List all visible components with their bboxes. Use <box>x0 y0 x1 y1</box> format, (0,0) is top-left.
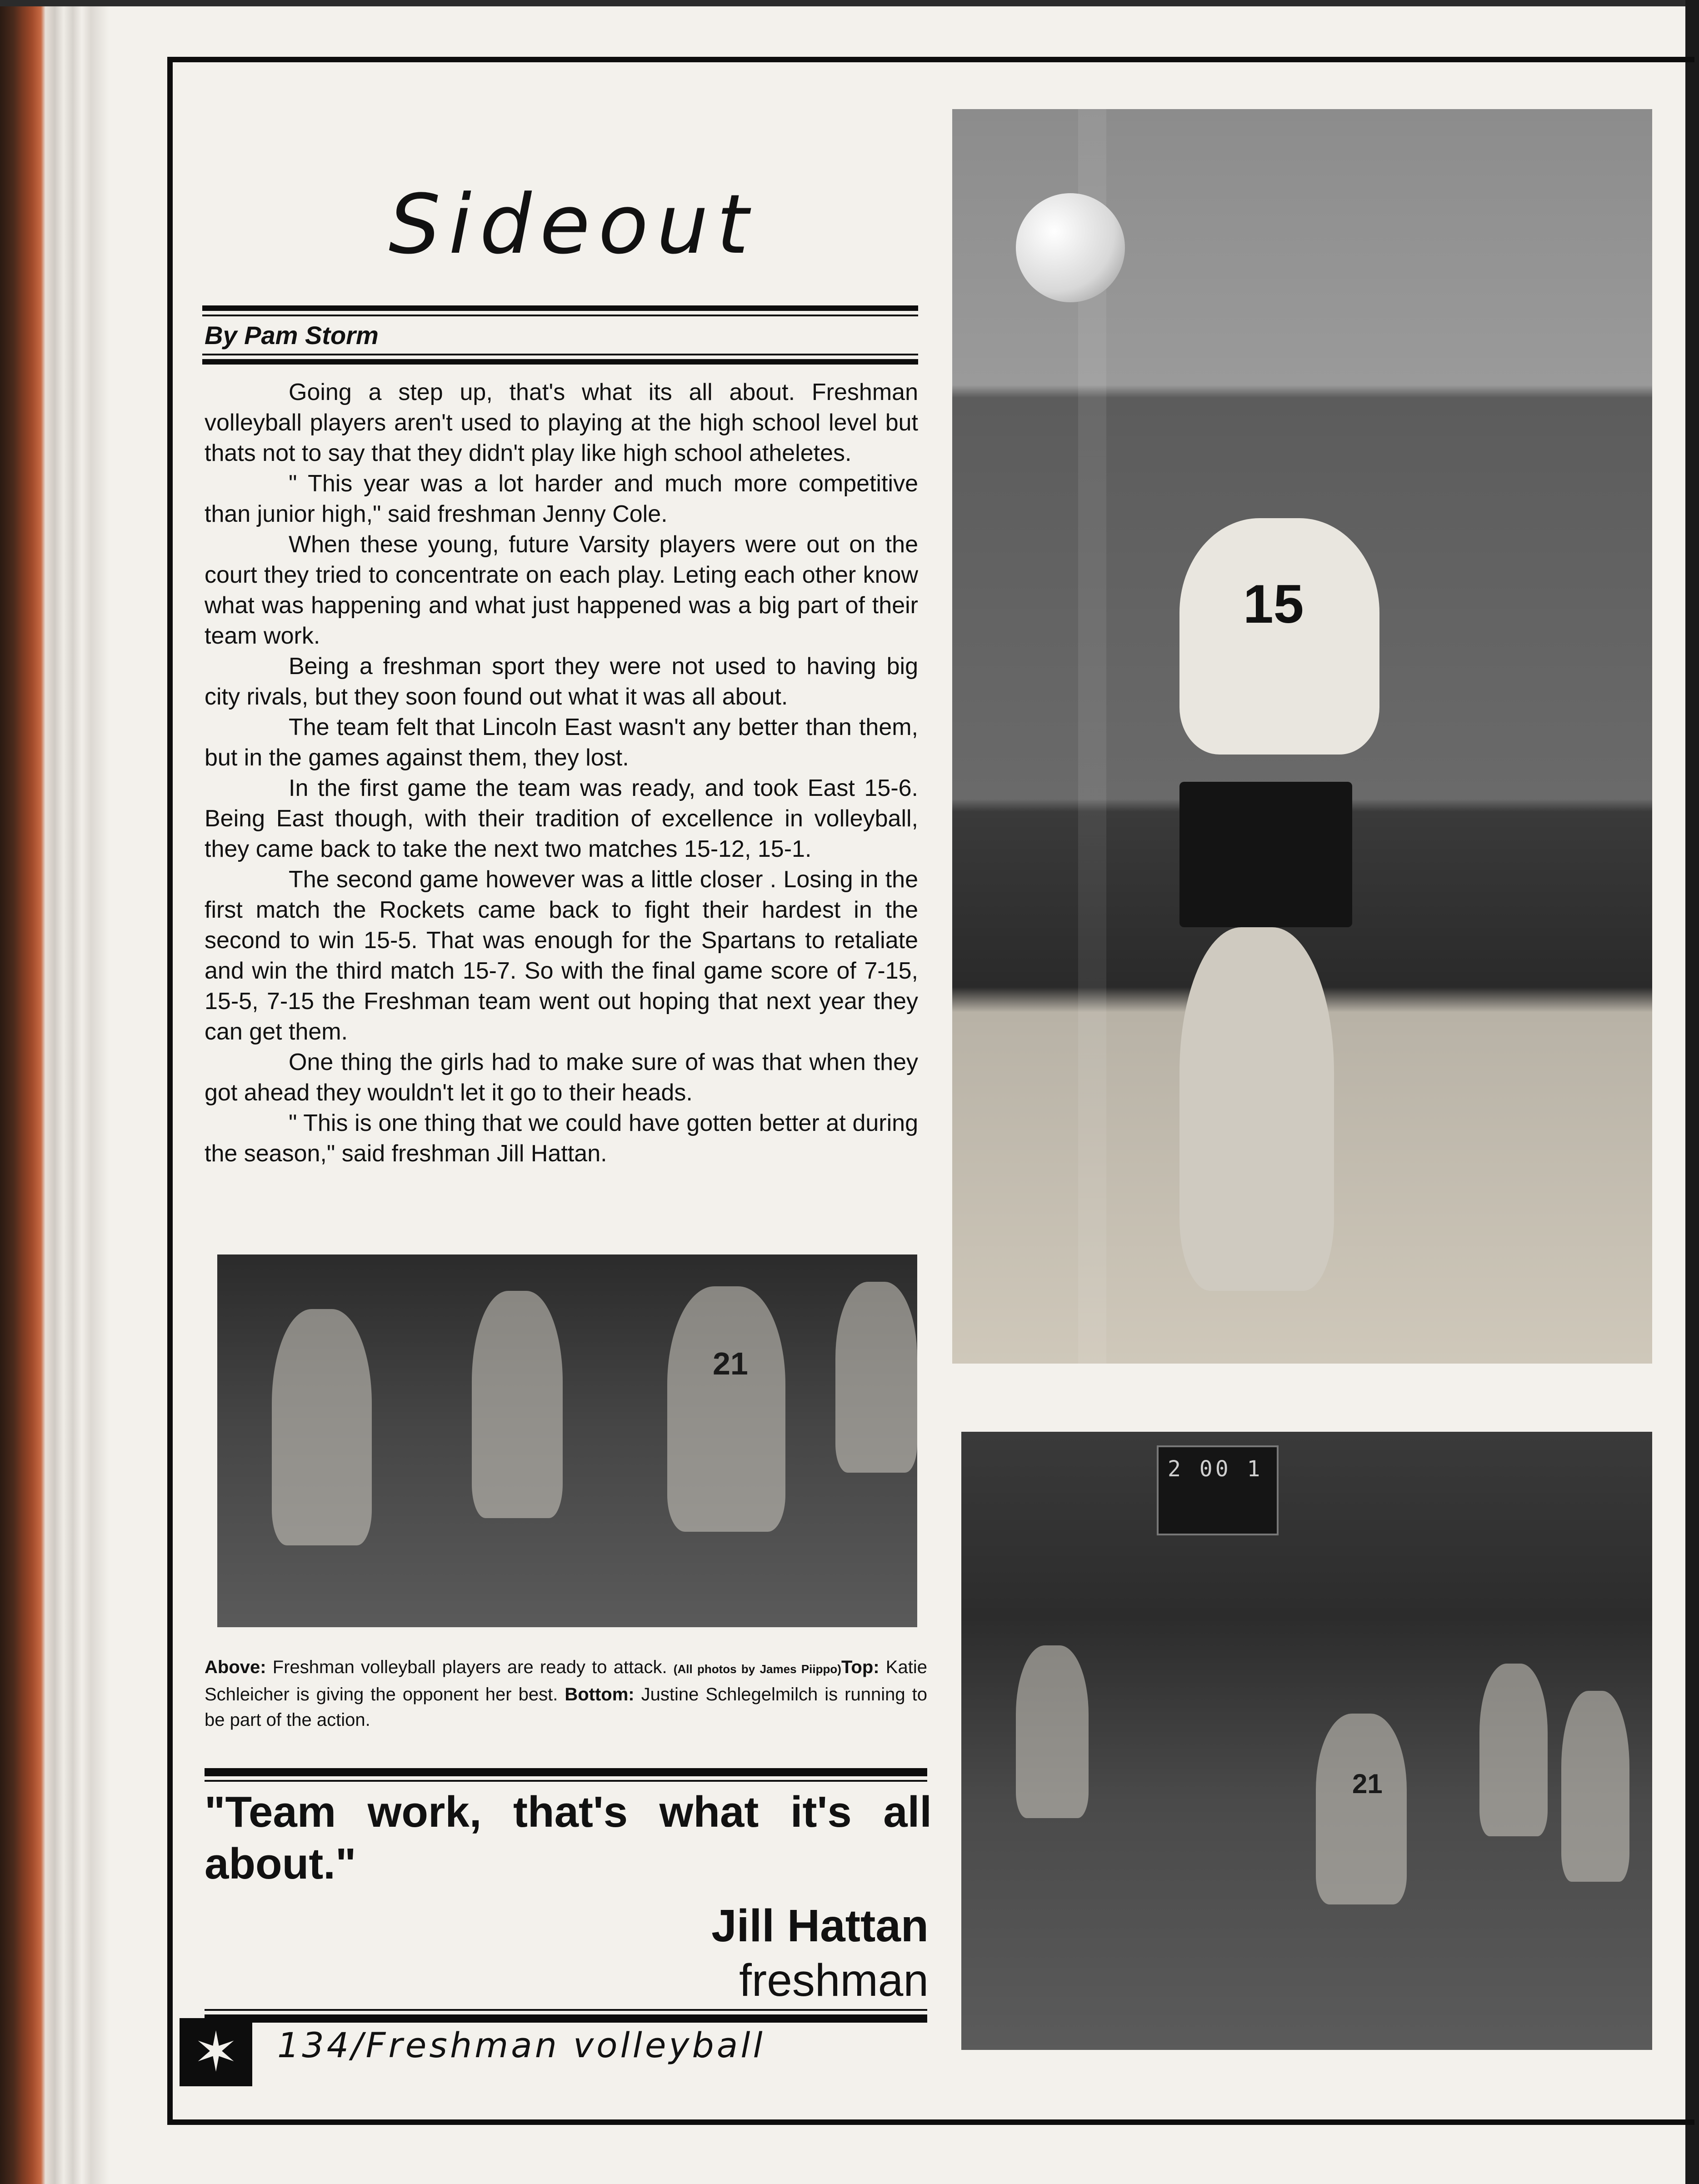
caption-label-above: Above: <box>205 1657 266 1677</box>
volleyball-graphic <box>1016 193 1125 302</box>
article-paragraph: One thing the girls had to make sure of was that when they got ahead they wouldn't let it go to their heads. <box>205 1049 918 1106</box>
player-figure <box>1016 1645 1089 1818</box>
caption-label-top: Top: <box>841 1657 879 1677</box>
scoreboard <box>1157 1445 1279 1535</box>
photo-above-team <box>217 1254 917 1627</box>
player-figure <box>472 1291 563 1518</box>
player-torso-graphic <box>1179 518 1379 755</box>
article-paragraph: " This is one thing that we could have gotten better at during the season," said freshman Jill Hattan. <box>205 1110 918 1167</box>
player-jersey-number: 21 <box>1352 1769 1383 1799</box>
player-shorts-graphic <box>1179 782 1352 927</box>
player-figure <box>667 1286 785 1532</box>
player-figure <box>1316 1714 1407 1904</box>
photo-bottom-action <box>961 1432 1652 2050</box>
caption-label-bottom: Bottom: <box>565 1684 635 1704</box>
byline-rule-thick <box>202 359 918 365</box>
player-legs-graphic <box>1179 927 1334 1291</box>
page-top-edge <box>0 0 1699 6</box>
article-paragraph: Going a step up, that's what its all about. Freshman volleyball players aren't used to playing at the high school level but thats not to say that they didn't play like high school atheletes. <box>205 379 918 466</box>
photo-credit: (All photos by James Piippo) <box>673 1662 841 1676</box>
player-jersey-number: 15 <box>1243 574 1304 635</box>
player-figure <box>1479 1664 1548 1836</box>
pull-quote-name: Jill Hattan <box>711 1900 929 1951</box>
quote-rule-top-thin <box>205 1780 927 1782</box>
photo-top-server <box>952 109 1652 1364</box>
caption-text-above: Freshman volleyball players are ready to attack. <box>272 1657 667 1677</box>
volleyball-players-icon: ✶ <box>180 2018 252 2086</box>
article-paragraph: The second game however was a little closer . Losing in the first match the Rockets came back to fight their hardest in the second to win 15-5. That was enough for the Spartans to retaliate and win the third match 15-7. So with the final game score of 7-15, 15-5, 7-15 the Freshman team went out hoping that next year they can get them. <box>205 866 918 1045</box>
pull-quote-role: freshman <box>739 1955 929 2006</box>
quote-rule-bottom-thick <box>205 2014 927 2023</box>
page-folio: 134/Freshman volleyball <box>277 2025 765 2065</box>
scoreboard-readout: 2 00 1 <box>1168 1456 1263 1482</box>
article-paragraph: The team felt that Lincoln East wasn't any better than them, but in the games against them, they lost. <box>205 714 918 771</box>
player-figure <box>1561 1691 1629 1882</box>
byline: By Pam Storm <box>205 321 379 350</box>
caption-text-top: Katie Schleicher is giving the opponent her best. <box>205 1657 927 1704</box>
page-title: Sideout <box>388 177 757 272</box>
quote-rule-bottom-thin <box>205 2009 927 2011</box>
book-binding <box>0 0 109 2184</box>
caption-text-bottom: Justine Schlegelmilch is running to be part of the action. <box>205 1684 927 1730</box>
title-rule-thin <box>202 315 918 316</box>
title-rule-thick <box>202 305 918 311</box>
byline-rule-thin <box>202 354 918 355</box>
player-figure <box>272 1309 372 1545</box>
article-body <box>205 377 918 1169</box>
player-jersey-number: 21 <box>713 1346 748 1381</box>
player-figure <box>835 1282 917 1473</box>
article-paragraph: Being a freshman sport they were not used to having big city rivals, but they soon found out what it was all about. <box>205 653 918 710</box>
article-paragraph: In the first game the team was ready, and took East 15-6. Being East though, with their tradition of excellence in volleyball, they came back to take the next two matches 15-12, 15-1. <box>205 775 918 862</box>
article-paragraph: " This year was a lot harder and much more competitive than junior high," said freshman Jenny Cole. <box>205 470 918 527</box>
photo-caption <box>205 1654 927 1733</box>
quote-rule-top-thick <box>205 1768 927 1776</box>
pull-quote: "Team work, that's what it's all about." <box>205 1788 932 1888</box>
article-paragraph: When these young, future Varsity players were out on the court they tried to concentrate on each play. Leting each other know what was happening and what just happened was a big part of their team work. <box>205 531 918 649</box>
